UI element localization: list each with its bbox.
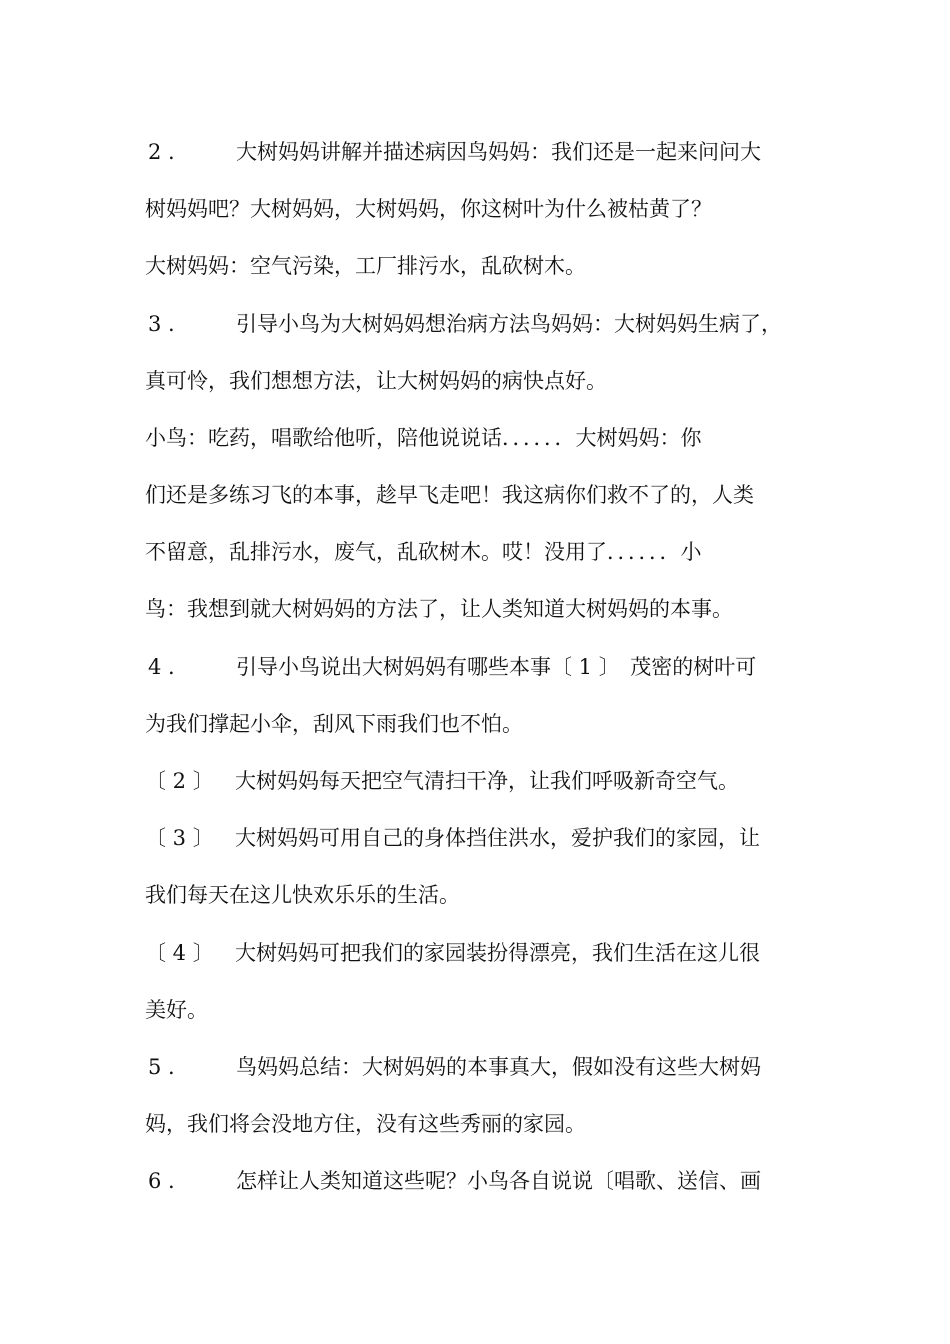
item-4-line-1: 为我们撑起小伞，刮风下雨我们也不怕。 [145,712,523,736]
item-3-line-1: 真可怜，我们想想方法，让大树妈妈的病快点好。 [145,369,607,393]
item-4-number: 4 . [148,655,175,679]
item-3-first-line: 引导小鸟为大树妈妈想治病方法鸟妈妈：大树妈妈生病了， [236,312,782,336]
item-6-first-line: 怎样让人类知道这些呢？小鸟各自说说〔唱歌、送信、画 [236,1169,761,1193]
item-4-sub-3-first-line: 大树妈妈可用自己的身体挡住洪水，爱护我们的家园，让 [235,826,760,850]
item-3-line-4: 不留意，乱排污水，废气，乱砍树木。哎！没用了．．．．．．小 [145,540,702,564]
item-2-number: 2 . [148,140,175,164]
item-2-line-1: 树妈妈吧？大树妈妈，大树妈妈，你这树叶为什么被枯黄了？ [145,197,712,221]
item-4-sub-3-label: 〔 3 〕 [145,826,214,850]
item-2-first-line: 大树妈妈讲解并描述病因鸟妈妈：我们还是一起来问问大 [236,140,761,164]
item-6-number: 6 . [148,1169,175,1193]
item-5-first-line: 鸟妈妈总结：大树妈妈的本事真大，假如没有这些大树妈 [236,1055,761,1079]
item-4-sub-4-first-line: 大树妈妈可把我们的家园装扮得漂亮，我们生活在这儿很 [235,941,760,965]
item-4-sub-3-line-1: 我们每天在这儿快欢乐乐的生活。 [145,883,460,907]
item-3-line-5: 鸟：我想到就大树妈妈的方法了，让人类知道大树妈妈的本事。 [145,597,733,621]
item-4-first-line: 引导小鸟说出大树妈妈有哪些本事〔 1 〕 茂密的树叶可 [236,655,757,679]
item-4-sub-2-label: 〔 2 〕 [145,769,214,793]
item-3-line-2: 小鸟：吃药，唱歌给他听，陪他说说话．．．．．．大树妈妈：你 [145,426,702,450]
item-4-sub-4-line-1: 美好。 [145,998,208,1022]
item-5-number: 5 . [148,1055,175,1079]
item-5-line-1: 妈，我们将会没地方住，没有这些秀丽的家园。 [145,1112,586,1136]
item-2-line-2: 大树妈妈：空气污染，工厂排污水，乱砍树木。 [145,254,586,278]
item-3-line-3: 们还是多练习飞的本事，趁早飞走吧！我这病你们救不了的，人类 [145,483,754,507]
item-4-sub-4-label: 〔 4 〕 [145,941,214,965]
item-3-number: 3 . [148,312,175,336]
item-4-sub-2-first-line: 大树妈妈每天把空气清扫干净，让我们呼吸新奇空气。 [235,769,739,793]
